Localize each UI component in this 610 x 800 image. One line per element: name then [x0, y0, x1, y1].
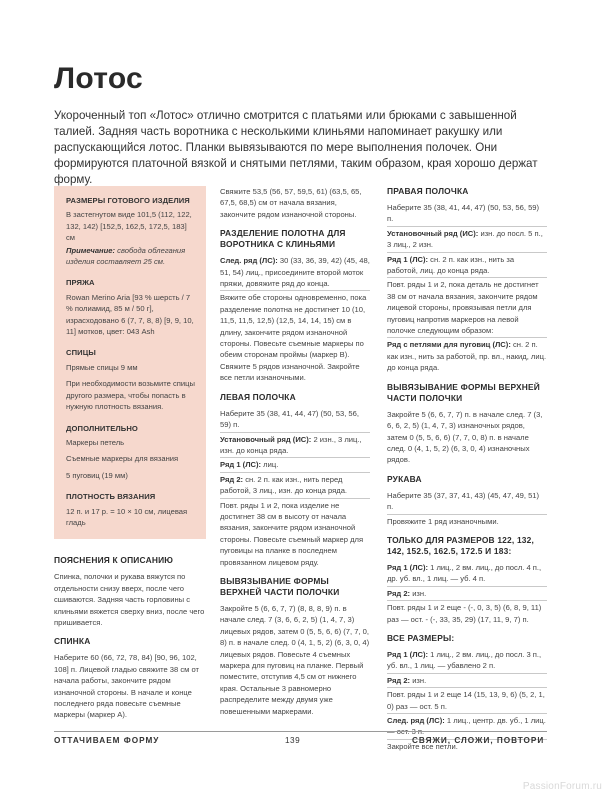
row-label: Ряд 2:	[387, 675, 411, 685]
yarn-heading: ПРЯЖА	[66, 278, 95, 288]
watermark: PassionForum.ru	[522, 781, 602, 792]
size-text: В застегнутом виде 101,5 (112, 122, 132, 142) [152,5, 162,5, 172,5, 183] см	[66, 210, 192, 243]
row-text: 2 изн., 3 лиц., изн. до конца ряда.	[220, 434, 362, 455]
row-text: лиц.	[261, 460, 279, 470]
left-shape-text: Закройте 5 (6, 6, 7, 7) (8, 8, 8, 9) п. в начале след. 7 (3, 6, 6, 2, 5) (1, 4, 7, 3) лицевых рядов, затем 0 (5, 5, 6, 6) (7, 7, 0, 8) п. в начале след. 0 (4, 1, 5, 2) (6, 3, 0, 4) лицевых рядов. Повесьте 4 съемных маркера для пуговиц на планке. Первый поместите, отступив 4,5 см от нижнего края. Остальные 3 равномерно распределите между двумя уже повешенными маркерами.	[220, 603, 370, 716]
materials-box	[54, 186, 206, 539]
right-front-heading: ПРАВАЯ ПОЛОЧКА	[387, 186, 469, 196]
sizes-only-row-2	[387, 588, 547, 601]
back-heading: СПИНКА	[54, 636, 91, 647]
row-text: изн.	[410, 588, 427, 598]
column-middle	[220, 186, 370, 718]
row-text: сн. 2 п. как изн., нить перед работой, 3 лиц., изн. до конца ряда.	[220, 474, 348, 496]
row-text: 30 (33, 36, 39, 42) (45, 48, 51, 54) лиц., присоедините второй моток пряжи, довяжите ряд до конца.	[220, 256, 370, 289]
intro-paragraph: Укороченный топ «Лотос» отлично смотрится с платьями или брюками с завышенной талией. Задняя часть воротника с несколькими клиньями напоминает ракушку или распускающийся лотос. Планки вывязываются по мере выполнения полочек. Они формируются платочной вязкой и снятыми петлями, таким образом, края хорошо держат форму.	[54, 109, 538, 186]
row-label: Ряд с петлями для пуговиц (ЛС):	[387, 340, 511, 350]
row-label: Ряд 1 (ЛС):	[387, 254, 429, 264]
right-repeat: Повт. ряды 1 и 2, пока деталь не достигнет 38 см от начала вязания, закончите рядом лицевой стороны, провязывая петли для пуговиц напротив маркеров на левой полочке следующим образом:	[387, 279, 547, 338]
needles-text: Прямые спицы 9 мм	[66, 362, 138, 372]
left-cast-on: Наберите 35 (38, 41, 44, 47) (50, 53, 56, 59) п.	[220, 408, 370, 433]
right-setup-row	[387, 228, 547, 253]
back-continued: Свяжите 53,5 (56, 57, 59,5, 61) (63,5, 65, 67,5, 68,5) см от начала вязания, закончите рядом изнаночной стороны.	[220, 187, 362, 219]
split-heading: РАЗДЕЛЕНИЕ ПОЛОТНА ДЛЯ ВОРОТНИКА С КЛИНЬЯМИ	[220, 228, 346, 250]
left-front-heading: ЛЕВАЯ ПОЛОЧКА	[220, 391, 296, 402]
left-repeat: Повт. ряды 1 и 2, пока изделие не достигнет 38 см в высоту от начала вязания, закончите рядом изнаночной стороны. Повесьте съемный маркер для пуговицы на планке в последнем провязанном лицевом ряду.	[220, 500, 364, 567]
row-label: Ряд 2:	[387, 588, 411, 598]
row-text: сн. 2 п. как изн., нить за работой, лиц. до конца ряда.	[387, 254, 515, 276]
all-sizes-heading: ВСЕ РАЗМЕРЫ:	[387, 632, 455, 643]
left-setup-row	[220, 434, 370, 459]
size-note-text: свобода облегания изделия составляет 25 см.	[66, 245, 186, 267]
page-number: 139	[285, 736, 301, 745]
row-label: Ряд 1 (ЛС):	[220, 460, 262, 470]
right-row-1	[387, 254, 547, 279]
extra-item-buttons: 5 пуговиц (19 мм)	[66, 470, 128, 480]
sleeve-heading: РУКАВА	[387, 473, 422, 484]
all-sizes-close: Закройте все петли.	[387, 741, 458, 751]
sizes-only-row-1	[387, 562, 547, 587]
sizes-only-repeat: Повт. ряды 1 и 2 еще - (-, 0, 3, 5) (6, 8, 9, 11) раз — ост. - (-, 33, 35, 29) (17, 11, 9, 7) п.	[387, 603, 542, 624]
all-sizes-repeat: Повт. ряды 1 и 2 еще 14 (15, 13, 9, 6) (5, 2, 1, 0) раз — ост. 5 п.	[387, 689, 547, 714]
right-shape-heading: ВЫВЯЗЫВАНИЕ ФОРМЫ ВЕРХНЕЙ ЧАСТИ ПОЛОЧКИ	[387, 381, 540, 403]
row-label: Установочный ряд (ИС):	[387, 228, 479, 238]
needles-note: При необходимости возьмите спицы другого размера, чтобы попасть в нужную плотность вязания.	[66, 379, 195, 412]
size-heading: РАЗМЕРЫ ГОТОВОГО ИЗДЕЛИЯ	[66, 196, 190, 205]
right-buttonhole-row	[387, 339, 547, 373]
notes-text: Спинка, полочки и рукава вяжутся по отдельности снизу вверх, после чего сшиваются. Задняя часть горловины с клиньями вяжется сверху вниз, после чего пришивается.	[54, 572, 205, 627]
right-shape-text: Закройте 5 (6, 6, 7, 7) п. в начале след. 7 (3, 6, 6, 2, 5) (1, 4, 7, 3) изнаночных рядов, затем 0 (5, 5, 6, 6) (7, 7, 0, 8) п. в начале след. 0 (4, 1, 5, 2) (6, 3, 0, 4) изнаночных рядов.	[387, 409, 543, 465]
gauge-heading: ПЛОТНОСТЬ ВЯЗАНИЯ	[66, 492, 156, 502]
split-text: Вяжите обе стороны одновременно, пока разделение полотна не достигнет 10 (10, 11,5, 11,5, 12,5) (12,5, 14, 14, 15) см в длину, закончите рядом изнаночной стороны. Повесьте съемные маркеры по обеим сторонам проймы (маркер B). Свяжите 5 рядов изнаночной. Закройте все петли изнаночными.	[220, 293, 367, 383]
row-text: 1 лиц., центр. дв. уб., 1 лиц. — ост. 3 п.	[387, 716, 546, 737]
needles-heading: СПИЦЫ	[66, 348, 96, 358]
yarn-text: Rowan Merino Aria [93 % шерсть / 7 % полиамид, 85 м / 50 г], израсходовано 6 (7, 7, 8, 8) [9, 9, 10, 11] мотков, цвет: 043 Ash	[66, 292, 194, 337]
notes-heading: ПОЯСНЕНИЯ К ОПИСАНИЮ	[54, 555, 174, 566]
left-row-1	[220, 459, 370, 472]
row-text: 1 лиц., 2 вм. лиц., до посл. 3 п., уб. вл., 1 лиц. — убавлено 2 п.	[387, 649, 542, 671]
page-title: Лотос	[54, 62, 144, 95]
row-label: Установочный ряд (ИС):	[220, 434, 312, 444]
back-text: Наберите 60 (66, 72, 78, 84) [90, 96, 102, 108] п. Лицевой гладью свяжите 38 см от начала работы, закончите рядом изнаночной стороны. В начале и конце последнего ряда повесьте съемные маркеры (маркер А).	[54, 653, 200, 720]
left-shape-heading: ВЫВЯЗЫВАНИЕ ФОРМЫ ВЕРХНЕЙ ЧАСТИ ПОЛОЧКИ	[220, 575, 340, 597]
row-text: 1 лиц., 2 вм. лиц., до посл. 4 п., др. уб. вл., 1 лиц. — уб. 4 п.	[387, 562, 542, 584]
row-text: изн.	[410, 675, 427, 685]
sleeve-row-1: Провяжите 1 ряд изнаночными.	[387, 516, 499, 526]
footer-divider	[54, 731, 547, 732]
left-row-2	[220, 474, 370, 499]
row-label: След. ряд (ЛС):	[387, 716, 445, 725]
column-right	[387, 186, 547, 753]
row-label: Ряд 1 (ЛС):	[387, 562, 429, 572]
all-sizes-row-1	[387, 649, 547, 674]
extra-item-removable-markers: Съемные маркеры для вязания	[66, 454, 179, 464]
column-left	[54, 186, 206, 722]
row-label: Ряд 1 (ЛС):	[387, 649, 429, 659]
footer-book-title: СВЯЖИ, СЛОЖИ, ПОВТОРИ	[412, 736, 545, 745]
row-label: Ряд 2:	[220, 474, 244, 484]
sizes-only-heading: ТОЛЬКО ДЛЯ РАЗМЕРОВ 122, 132, 142, 152.5, 162.5, 172.5 И 183:	[387, 534, 535, 556]
right-cast-on: Наберите 35 (38, 41, 44, 47) (50, 53, 56, 59) п.	[387, 202, 547, 227]
split-row-1	[220, 255, 370, 291]
row-text: сн. 2 п. как изн., нить за работой, пр. вл., накид, лиц. до конца ряда.	[387, 340, 547, 373]
row-label: След. ряд (ЛС):	[220, 256, 278, 266]
gauge-text: 12 п. и 17 р. = 10 × 10 см, лицевая гладь	[66, 506, 188, 527]
size-note-label: Примечание:	[66, 245, 116, 255]
footer-section-title: ОТТАЧИВАЕМ ФОРМУ	[54, 736, 160, 745]
extra-heading: ДОПОЛНИТЕЛЬНО	[66, 423, 138, 433]
size-note	[66, 245, 196, 268]
extra-item-markers: Маркеры петель	[66, 437, 125, 447]
sleeve-cast-on: Наберите 35 (37, 37, 41, 43) (45, 47, 49, 51) п.	[387, 490, 547, 515]
all-sizes-row-2	[387, 675, 547, 688]
row-text: изн. до посл. 5 п., 3 лиц., 2 изн.	[387, 228, 543, 250]
